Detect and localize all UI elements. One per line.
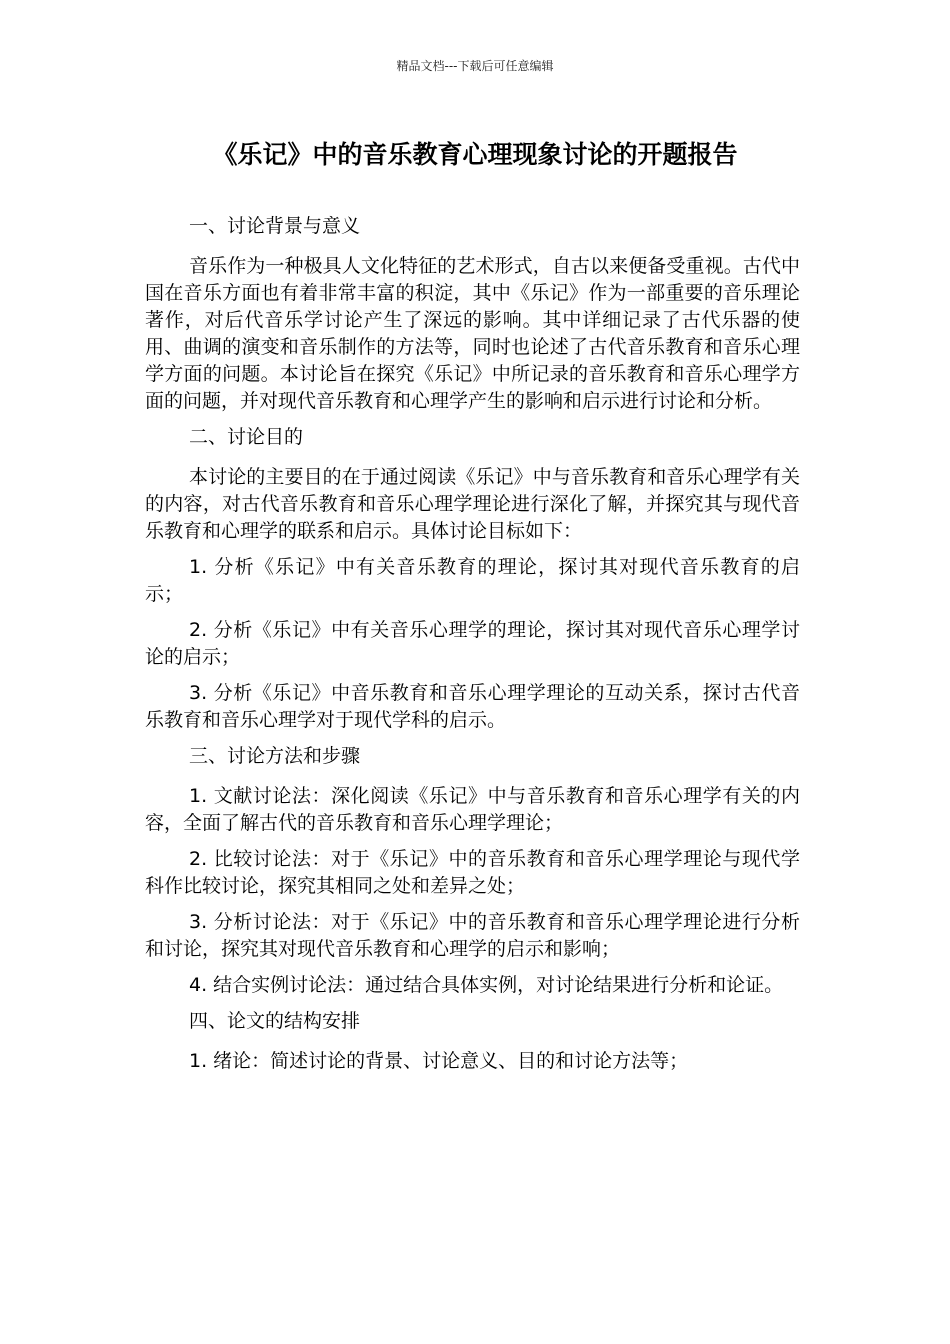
section-heading-purpose: 二、讨论目的 (189, 426, 304, 448)
section-heading-methods: 三、讨论方法和步骤 (189, 745, 361, 767)
document-title: 《乐记》中的音乐教育心理现象讨论的开题报告 (212, 140, 738, 169)
list-item-method-4: 4. 结合实例讨论法：通过结合具体实例，对讨论结果进行分析和论证。 (189, 974, 784, 996)
paragraph-background: 音乐作为一种极具人文化特征的艺术形式，自古以来便备受重视。古代中国在音乐方面也有着非常丰富的积淀，其中《乐记》作为一部重要的音乐理论著作，对后代音乐学讨论产生了深远的影响。其中详细记录了古代乐器的使用、曲调的演变和音乐制作的方法等，同时也论述了古代音乐教育和音乐心理学方面的问题。本讨论旨在探究《乐记》中所记录的音乐教育和音乐心理学方面的问题，并对现代音乐教育和心理学产生的影响和启示进行讨论和分析。 (145, 255, 800, 412)
list-item-structure-1: 1. 绪论：简述讨论的背景、讨论意义、目的和讨论方法等； (189, 1050, 689, 1072)
page-header: 精品文档---下载后可任意编辑 (396, 59, 554, 73)
list-item-method-3: 3. 分析讨论法：对于《乐记》中的音乐教育和音乐心理学理论进行分析和讨论，探究其对现代音乐教育和心理学的启示和影响； (145, 911, 800, 960)
section-heading-structure: 四、论文的结构安排 (189, 1010, 361, 1032)
list-item-purpose-2: 2. 分析《乐记》中有关音乐心理学的理论，探讨其对现代音乐心理学讨论的启示； (145, 619, 800, 668)
list-item-method-1: 1. 文献讨论法：深化阅读《乐记》中与音乐教育和音乐心理学有关的内容，全面了解古代的音乐教育和音乐心理学理论； (145, 785, 800, 834)
document-body (145, 213, 800, 1084)
list-item-purpose-3: 3. 分析《乐记》中音乐教育和音乐心理学理论的互动关系，探讨古代音乐教育和音乐心理学对于现代学科的启示。 (145, 682, 800, 731)
section-heading-background: 一、讨论背景与意义 (189, 215, 361, 237)
list-item-method-2: 2. 比较讨论法：对于《乐记》中的音乐教育和音乐心理学理论与现代学科作比较讨论，探究其相同之处和差异之处； (145, 848, 800, 897)
list-item-purpose-1: 1. 分析《乐记》中有关音乐教育的理论，探讨其对现代音乐教育的启示； (145, 556, 800, 605)
paragraph-purpose: 本讨论的主要目的在于通过阅读《乐记》中与音乐教育和音乐心理学有关的内容，对古代音乐教育和音乐心理学理论进行深化了解，并探究其与现代音乐教育和心理学的联系和启示。具体讨论目标如下： (145, 466, 800, 542)
